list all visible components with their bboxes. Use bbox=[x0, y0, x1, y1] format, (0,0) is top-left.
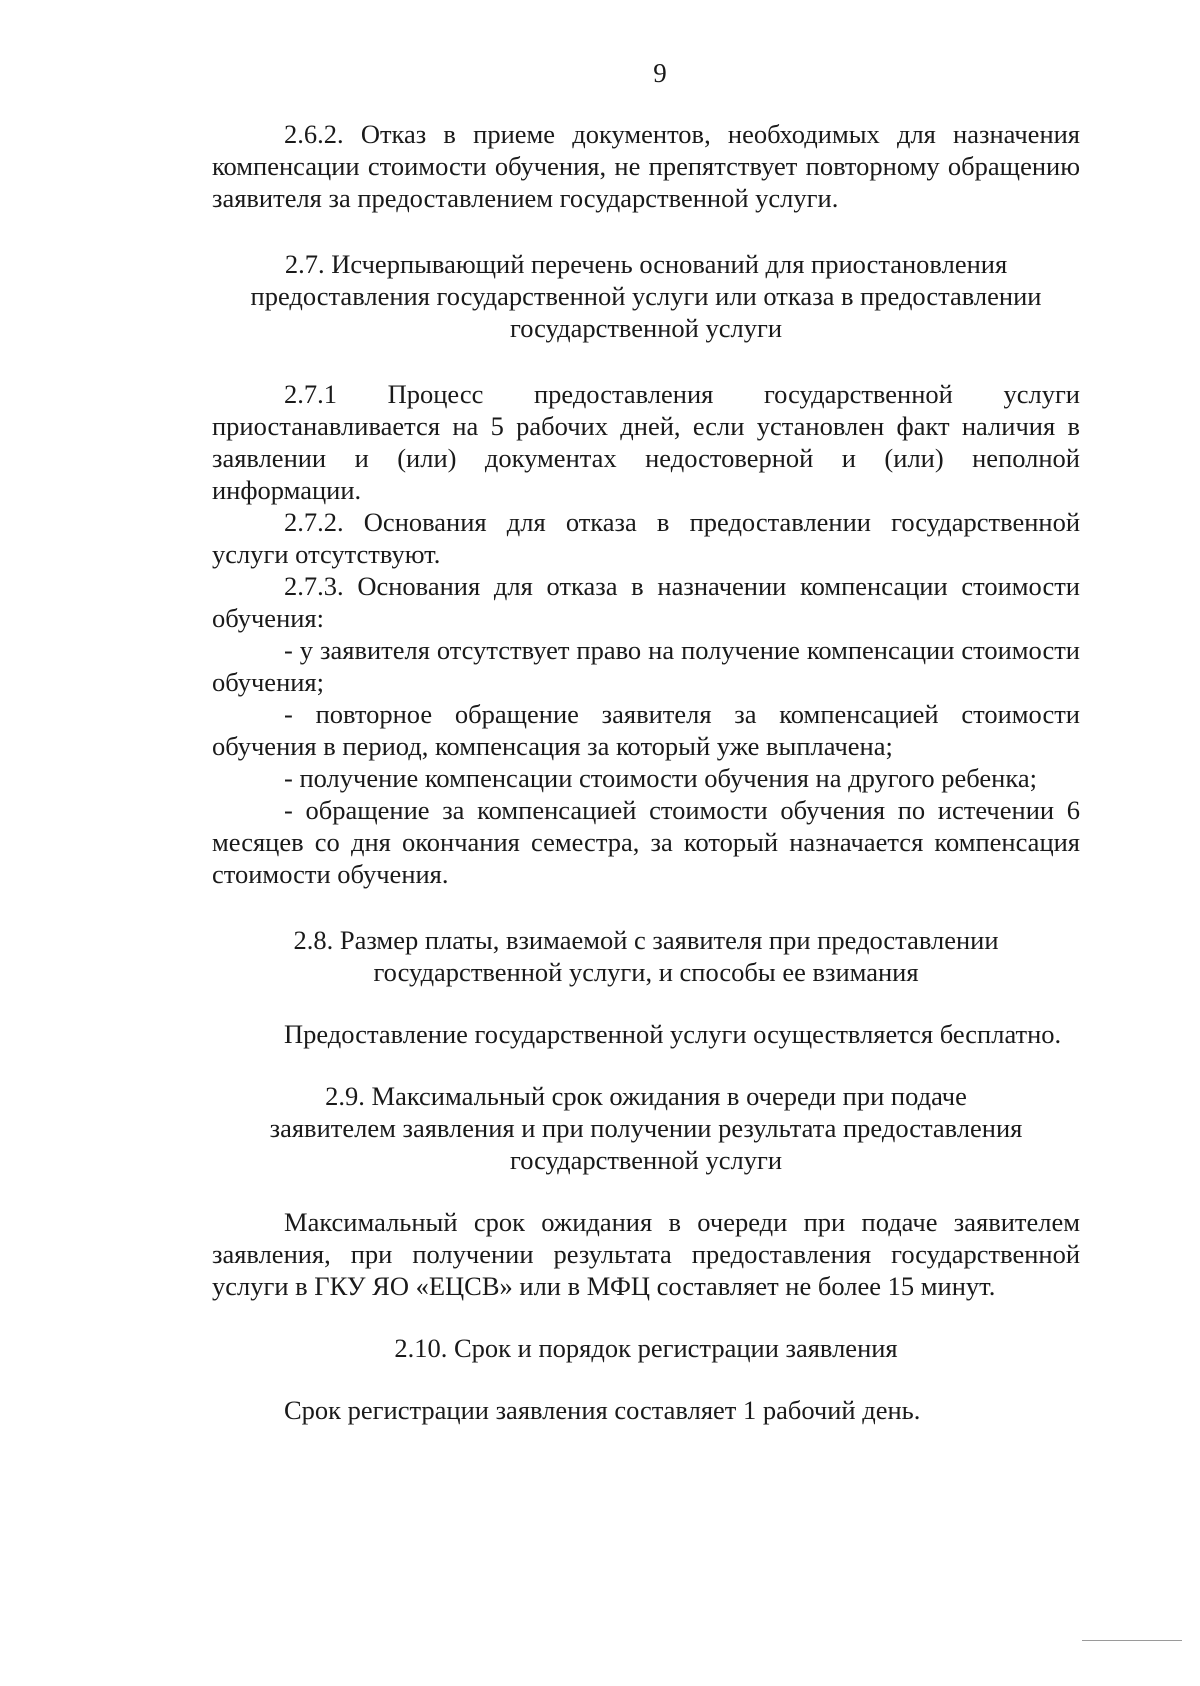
heading-2-9-line-3: государственной услуги bbox=[509, 1145, 783, 1175]
heading-2-7 bbox=[212, 248, 1080, 344]
list-item: - повторное обращение заявителя за компенсацией стоимости обучения в период, компенсация за который уже выплачена; bbox=[212, 699, 1080, 761]
paragraph-2-6-2: 2.6.2. Отказ в приеме документов, необходимых для назначения компенсации стоимости обучения, не препятствует повторному обращению заявителя за предоставлением государственной услуги. bbox=[212, 119, 1080, 213]
heading-2-10: 2.10. Срок и порядок регистрации заявления bbox=[394, 1333, 898, 1363]
heading-2-7-line-2: предоставления государственной услуги или отказа в предоставлении bbox=[250, 281, 1042, 311]
paragraph-2-10: Срок регистрации заявления составляет 1 рабочий день. bbox=[284, 1395, 921, 1425]
list-item: - получение компенсации стоимости обучения на другого ребенка; bbox=[284, 763, 1037, 793]
paragraph-2-7-1 bbox=[212, 378, 1080, 506]
word: услуги bbox=[1003, 379, 1080, 409]
heading-2-8 bbox=[212, 924, 1080, 988]
list-item: - у заявителя отсутствует право на получение компенсации стоимости обучения; bbox=[212, 635, 1080, 697]
list-item: - обращение за компенсацией стоимости обучения по истечении 6 месяцев со дня окончания семестра, за который назначается компенсация стоимости обучения. bbox=[212, 795, 1080, 889]
heading-2-9-line-1: 2.9. Максимальный срок ожидания в очереди при подаче bbox=[325, 1081, 967, 1111]
word: 2.7.1 bbox=[284, 379, 337, 409]
paragraph-2-8: Предоставление государственной услуги осуществляется бесплатно. bbox=[284, 1019, 1062, 1049]
word: предоставления bbox=[533, 379, 714, 409]
heading-2-8-line-1: 2.8. Размер платы, взимаемой с заявителя при предоставлении bbox=[293, 925, 999, 955]
paragraph-2-7-1-first-line bbox=[212, 378, 1080, 410]
paragraph-2-9: Максимальный срок ожидания в очереди при подаче заявителем заявления, при получении результата предоставления государственной услуги в ГКУ ЯО «ЕЦСВ» или в МФЦ составляет не более 15 минут. bbox=[212, 1207, 1080, 1301]
word: Процесс bbox=[387, 379, 484, 409]
heading-2-9-line-2: заявителем заявления и при получении результата предоставления bbox=[269, 1113, 1023, 1143]
heading-2-7-line-1: 2.7. Исчерпывающий перечень оснований для приостановления bbox=[284, 249, 1008, 279]
heading-2-9 bbox=[212, 1080, 1080, 1176]
paragraph-2-7-1-rest: приостанавливается на 5 рабочих дней, если установлен факт наличия в заявлении и (или) документах недостоверной и (или) неполной информации. bbox=[212, 411, 1080, 505]
footer-divider bbox=[1082, 1640, 1182, 1641]
heading-2-7-line-3: государственной услуги bbox=[509, 313, 783, 343]
word: государственной bbox=[763, 379, 953, 409]
page-number: 9 bbox=[653, 58, 667, 88]
paragraph-2-7-2: 2.7.2. Основания для отказа в предоставлении государственной услуги отсутствуют. bbox=[212, 507, 1080, 569]
document-body bbox=[212, 118, 1080, 1426]
heading-2-8-line-2: государственной услуги, и способы ее взимания bbox=[373, 957, 919, 987]
paragraph-2-7-3: 2.7.3. Основания для отказа в назначении компенсации стоимости обучения: bbox=[212, 571, 1080, 633]
